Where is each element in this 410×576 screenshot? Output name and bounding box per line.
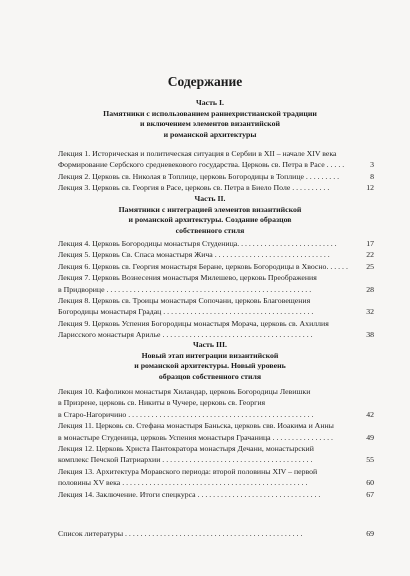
entry-text: Лекция 12. Церковь Христа Пантократора монастыря Дечани, монастырский xyxy=(58,444,314,454)
part-3-title-line: Новый этап интеграции византийской xyxy=(141,350,279,360)
entry-page-number: 8 xyxy=(370,171,374,181)
entry-text: Список литературы . . . . . . . . . . . . . . . . . . . . . . . . . . . . . . . . . . . . . . . . . . . . . . xyxy=(58,529,303,538)
entry-page-number: 3 xyxy=(370,160,374,170)
entry-text: Лекция 2. Церковь св. Николая в Топлице, церковь Богородицы в Топлице . . . . . . . . . xyxy=(58,171,340,181)
entry-text: комплекс Печской Патриархии . . . . . . . . . . . . . . . . . . . . . . . . . . . . . . . . . . . . . . . xyxy=(58,455,313,465)
part-1-entries xyxy=(58,148,374,194)
toc-entry[interactable] xyxy=(58,249,374,260)
entry-text: в Придворице . . . . . . . . . . . . . . . . . . . . . . . . . . . . . . . . . . . . . . . . . . . . . . . . . . . . . xyxy=(58,284,312,294)
entry-text: Лекция 14. Заключение. Итоги спецкурса . . . . . . . . . . . . . . . . . . . . . . . . . . . . . . . . xyxy=(58,489,321,499)
bibliography-entry-block xyxy=(58,528,374,539)
entry-text: Лекция 4. Церковь Богородицы монастыря Студеница. . . . . . . . . . . . . . . . . . . . . . . . . . xyxy=(58,239,337,248)
entry-page-number: 22 xyxy=(366,250,374,260)
entry-text: Лекция 6. Церковь св. Георгия монастыря Беране, церковь Богородицы в Хвосно. . . . . . xyxy=(58,261,348,271)
entry-page-number: 42 xyxy=(366,409,374,419)
entry-text: Формирование Сербского средневекового государства. Церковь св. Петра в Расе . . . . . xyxy=(58,160,345,170)
entry-text: Лекция 8. Церковь св. Троицы монастыря Сопочани, церковь Благовещения xyxy=(58,296,311,306)
entry-text: Лекция 10. Кафоликон монастыря Хиландар, церковь Богородицы Левишки xyxy=(58,387,311,396)
toc-entry[interactable] xyxy=(58,466,374,489)
entry-text: половины XV века . . . . . . . . . . . . . . . . . . . . . . . . . . . . . . . . . . . . . . . . . . . . . . . . xyxy=(58,478,308,488)
entry-text: Богородицы монастыря Градац . . . . . . . . . . . . . . . . . . . . . . . . . . . . . . . . . . . . . . . xyxy=(58,307,314,317)
part-1-heading xyxy=(40,98,380,140)
entry-text: Ларисского монастыря Арилье . . . . . . . . . . . . . . . . . . . . . . . . . . . . . . . . . . . . . . . xyxy=(58,330,313,340)
toc-entry[interactable] xyxy=(58,182,374,193)
toc-entry[interactable] xyxy=(58,489,374,500)
part-2-heading xyxy=(40,194,380,236)
entry-page-number: 60 xyxy=(366,478,374,488)
toc-entry[interactable] xyxy=(58,148,374,171)
part-3-number: Часть III. xyxy=(192,340,228,349)
toc-entry[interactable] xyxy=(58,261,374,272)
toc-entry[interactable] xyxy=(58,238,374,249)
part-3-heading xyxy=(40,340,380,382)
entry-text: в Призрене, церковь св. Никиты в Чучере, церковь св. Георгия xyxy=(58,398,266,408)
entry-page-number: 38 xyxy=(366,330,374,340)
entry-page-number: 12 xyxy=(366,183,374,193)
entry-page-number: 55 xyxy=(366,455,374,465)
entry-text: Лекция 11. Церковь св. Стефана монастыря Баньска, церковь свв. Иоакима и Анны xyxy=(58,421,334,431)
part-2-number: Часть II. xyxy=(194,194,226,203)
toc-entry-bibliography[interactable] xyxy=(58,528,374,539)
toc-entry[interactable] xyxy=(58,171,374,182)
entry-page-number: 67 xyxy=(366,489,374,499)
part-3-title-line: образцов собственного стиля xyxy=(158,371,262,381)
part-2-entries xyxy=(58,238,374,341)
part-1-title-line: Памятники с использованием раннехристианской традиции xyxy=(103,108,317,118)
entry-page-number: 49 xyxy=(366,432,374,442)
page-title: Содержание xyxy=(167,74,243,89)
entry-text: в монастыре Студеница, церковь Успения монастыря Грачаница . . . . . . . . . . . . . . . . xyxy=(58,432,333,442)
entry-page-number: 32 xyxy=(366,307,374,317)
part-2-title-line: собственного стиля xyxy=(175,225,245,235)
toc-entry[interactable] xyxy=(58,318,374,341)
entry-text: в Старо-Нагоричино . . . . . . . . . . . . . . . . . . . . . . . . . . . . . . . . . . . . . . . . . . . . . . . . xyxy=(58,409,314,419)
entry-text: Лекция 3. Церковь св. Георгия в Расе, церковь св. Петра в Биело Поле . . . . . . . . . . xyxy=(58,183,330,193)
part-2-title-line: Памятники с интеграцией элементов византийской xyxy=(118,204,302,214)
part-1-title-line: и включением элементов византийской xyxy=(140,119,280,129)
part-3-entries xyxy=(58,386,374,500)
part-3-title-line: и романской архитектуры. Новый уровень xyxy=(134,361,286,371)
entry-page-number: 69 xyxy=(366,529,374,538)
part-1-number: Часть I. xyxy=(196,98,224,107)
toc-entry[interactable] xyxy=(58,420,374,443)
entry-text: Лекция 13. Архитектура Моравского периода: второй половины XIV – первой xyxy=(58,466,318,476)
entry-text: Лекция 9. Церковь Успения Богородицы монастыря Морача, церковь св. Ахиллия xyxy=(58,318,329,328)
toc-entry[interactable] xyxy=(58,295,374,318)
entry-text: Лекция 1. Историческая и политическая ситуация в Сербии в XII – начале XIV века xyxy=(58,149,337,158)
entry-page-number: 25 xyxy=(366,261,374,271)
part-1-title-line: и романской архитектуры xyxy=(163,129,257,139)
entry-text: Лекция 7. Церковь Вознесения монастыря Милешево, церковь Преображения xyxy=(58,273,317,283)
toc-entry[interactable] xyxy=(58,443,374,466)
part-2-title-line: и романской архитектуры. Создание образцов xyxy=(128,215,292,225)
entry-page-number: 28 xyxy=(366,284,374,294)
toc-entry[interactable] xyxy=(58,272,374,295)
entry-page-number: 17 xyxy=(366,239,374,248)
entry-text: Лекция 5. Церковь Св. Спаса монастыря Жича . . . . . . . . . . . . . . . . . . . . . . . . . . . . . . xyxy=(58,250,330,260)
toc-entry[interactable] xyxy=(58,386,374,420)
